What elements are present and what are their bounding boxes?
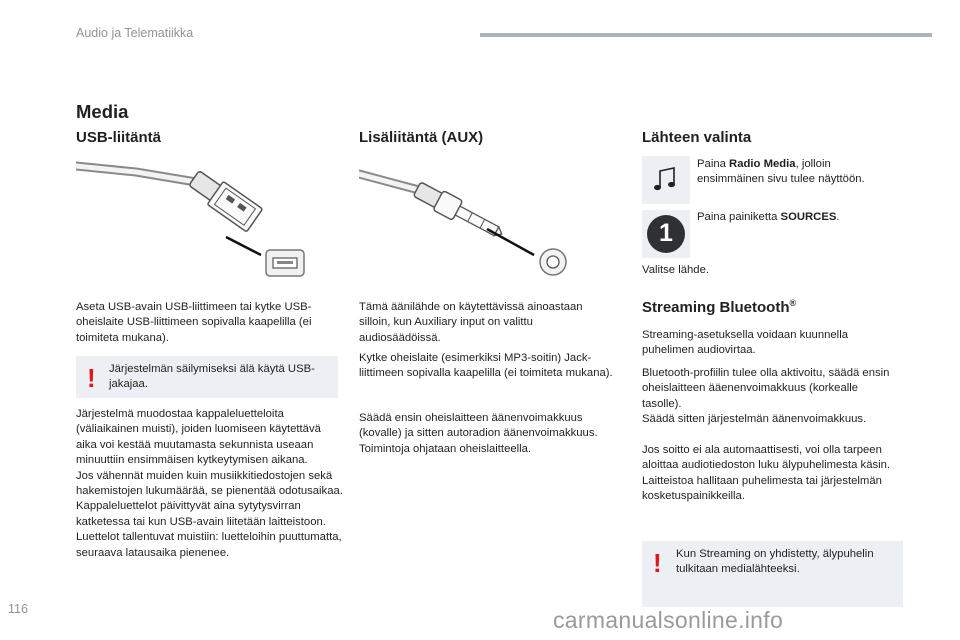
source-step-2-text: Paina painiketta SOURCES.	[697, 211, 840, 223]
warning-icon: !	[653, 548, 662, 578]
bluetooth-heading: Streaming Bluetooth®	[642, 298, 797, 316]
aux-paragraph-3: Säädä ensin oheislaitteen äänenvoimakkuus (kovalle) ja sitten autoradion äänenvoimakkuus. Toimintoja ohjataan oheislaitteella.	[359, 412, 598, 455]
radio-media-button-illustration	[642, 156, 690, 204]
music-note-icon	[642, 156, 690, 204]
aux-paragraph-1: Tämä äänilähde on käytettävissä ainoastaan silloin, kun Auxiliary input on valittu audiosäädöissä.	[359, 301, 583, 344]
usb-warning-box	[76, 356, 338, 398]
bluetooth-paragraph-1: Streaming-asetuksella voidaan kuunnella puhelimen audiovirtaa.	[642, 329, 848, 357]
warning-icon: !	[87, 363, 96, 393]
header-rule	[480, 33, 932, 37]
step-number-badge	[642, 210, 690, 258]
usb-port-image	[266, 250, 304, 276]
aux-jack-image	[359, 174, 534, 255]
usb-paragraph-2: Järjestelmä muodostaa kappaleluetteloita (väliaikainen muisti), joiden luomiseen käytettävä aika voi kestää muutamasta sekunnista useaan minuuttiin ensimmäisen kytkeytymisen aikana. Jos vähennät muiden kuin musiikkitiedostojen sekä hakemistojen lukumäärää, se pienentää odotusaikaa. Kappaleluettelot päivittyvät aina sytytysvirran katketessa tai kun USB-avain liitetään laitteistoon. Luettelot tallentuvat muistiin: luetteloihin puuttumatta, seuraava latausaika pienenee.	[76, 408, 343, 559]
bluetooth-paragraph-2: Bluetooth-profiilin tulee olla aktivoitu, säädä ensin oheislaitteen ääenenvoimakkuus (korkealle tasolle). Säädä sitten järjestelmän äänenvoimakkuus.	[642, 367, 890, 426]
aux-illustration	[359, 152, 579, 280]
usb-paragraph-1: Aseta USB-avain USB-liittimeen tai kytke USB-oheislaite USB-liittimeen sopivalla kaapelilla (ei toimiteta mukana).	[76, 301, 312, 344]
usb-heading: USB-liitäntä	[76, 129, 162, 146]
source-heading: Lähteen valinta	[642, 129, 752, 146]
usb-plug-image	[76, 166, 263, 255]
usb-warning-text: Järjestelmän säilymiseksi älä käytä USB-jakajaa.	[109, 363, 315, 391]
aux-heading: Lisäliitäntä (AUX)	[359, 129, 484, 146]
section-title: Audio ja Telematiikka	[76, 26, 194, 40]
bluetooth-warning-box	[642, 541, 903, 607]
page-number: 116	[8, 602, 28, 616]
bluetooth-warning-text: Kun Streaming on yhdistetty, älypuhelin tulkitaan medialähteeksi.	[676, 548, 874, 576]
page-title: Media	[76, 101, 129, 122]
step-number: 1	[659, 219, 673, 247]
bluetooth-paragraph-3: Jos soitto ei ala automaattisesti, voi olla tarpeen aloittaa audiotiedoston luku älypuhelimesta käsin. Laitteistoa hallitaan puhelimesta tai järjestelmän kosketuspainikkeilla.	[642, 444, 891, 503]
source-select-text: Valitse lähde.	[642, 264, 709, 276]
usb-illustration	[76, 152, 312, 278]
aux-paragraph-2: Kytke oheislaite (esimerkiksi MP3-soitin) Jack-liittimeen sopivalla kaapelilla (ei toimiteta mukana).	[359, 352, 613, 380]
watermark: carmanualsonline.info	[553, 607, 784, 633]
aux-port-image	[540, 249, 566, 275]
source-step-1-text: Paina Radio Media, jolloin ensimmäinen sivu tulee näyttöön.	[697, 158, 865, 186]
